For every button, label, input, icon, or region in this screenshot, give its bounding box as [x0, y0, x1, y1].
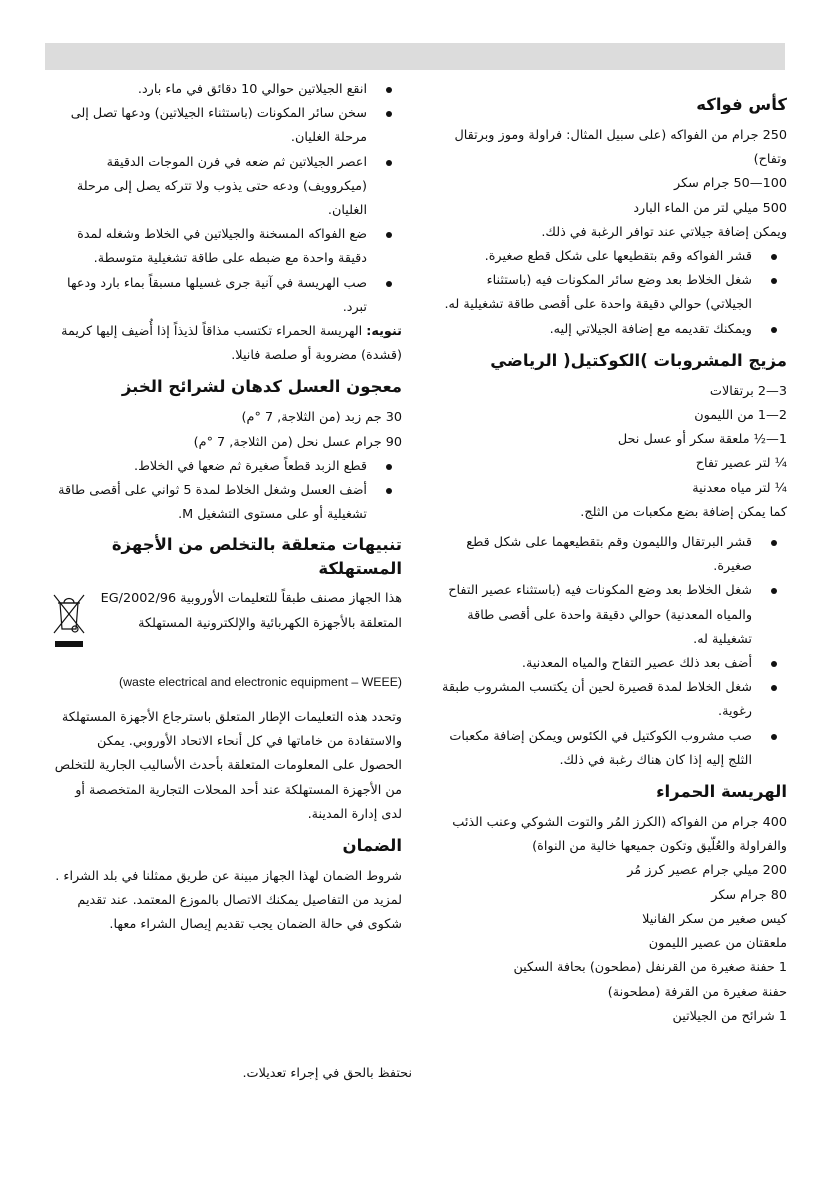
- red-pudding-section: [437, 779, 787, 1029]
- disposal-section: [52, 533, 402, 827]
- red-pudding-steps: [52, 78, 402, 320]
- step: قشر البرتقال والليمون وقم بتقطيعهما على شكل قطع صغيرة.: [437, 531, 787, 579]
- step: أضف بعد ذلك عصير التفاح والمياه المعدنية.: [437, 652, 787, 676]
- ingredient: 250 جرام من الفواكه (على سبيل المثال: فراولة وموز وبرتقال وتفاح): [454, 128, 787, 168]
- step: اعصر الجيلاتين ثم ضعه في فرن الموجات الدقيقة (ميكروويف) ودعه حتى يذوب ولا تتركه يصل إلى مرحلة الغليان.: [52, 151, 402, 224]
- disposal-body: وتحدد هذه التعليمات الإطار المتعلق باسترجاع الأجهزة المستهلكة والاستفادة من خاماتها في كل أنحاء الاتحاد الأوروبي. يمكن الحصول على المعلومات المتعلقة بأحدث الأساليب الجارية للتخلص من الأجهزة المستهلكة عند أحد المحلات التجارية المتخصصة أو لدى إدارة المدينة.: [54, 710, 402, 822]
- sports-cocktail-section: [437, 348, 787, 773]
- ingredient: 200 ميلي جرام عصير كرز مُر: [627, 863, 787, 879]
- ingredient: ¼ لتر عصير تفاح: [695, 456, 787, 472]
- honey-spread-title: معجون العسل كدهان لشرائح الخبز: [121, 377, 402, 397]
- step: شغل الخلاط لمدة قصيرة لحين أن يكتسب المشروب طبقة رغوية.: [437, 676, 787, 724]
- sports-cocktail-title: مزيج المشروبات )الكوكتيل( الرياضي: [490, 350, 787, 370]
- note-label: تنويه:: [366, 324, 402, 340]
- red-pudding-note: [52, 320, 402, 368]
- ingredient: 80 جرام سكر: [711, 887, 787, 903]
- footer: [52, 1066, 412, 1081]
- honey-spread-steps: [52, 455, 402, 528]
- step: ويمكنك تقديمه مع إضافة الجيلاتي إليه.: [437, 318, 787, 342]
- warranty-body: شروط الضمان لهذا الجهاز مبينة عن طريق ممثلنا في بلد الشراء . لمزيد من التفاصيل يمكنك الاتصال بالموزع المعتمد. عند تقديم شكوى في حالة الضمان يجب تقديم إيصال الشراء معها.: [55, 869, 402, 933]
- ingredient: كما يمكن إضافة بضع مكعبات من الثلج.: [580, 504, 787, 520]
- step: شغل الخلاط بعد وضع سائر المكونات فيه (باستثناء الجيلاتي) حوالي دقيقة واحدة على أقصى طاقة تشغيلية له.: [437, 269, 787, 317]
- step: سخن سائر المكونات (باستثناء الجيلاتين) ودعها تصل إلى مرحلة الغليان.: [52, 102, 402, 150]
- ingredient: 400 جرام من الفواكه (الكرز المُر والتوت الشوكي وعنب الذئب والفراولة والعُلّيق وتكون جميعها خالية من النواة): [452, 815, 787, 855]
- step: شغل الخلاط بعد وضع المكونات فيه (باستثناء عصير التفاح والمياه المعدنية) حوالي دقيقة واحدة على أقصى طاقة تشغيلية له.: [437, 579, 787, 652]
- step: صب الهريسة في آنية جرى غسيلها مسبقاً بماء بارد ودعها تبرد.: [52, 272, 402, 320]
- honey-spread-section: [52, 374, 402, 527]
- ingredient: 1 حفنة صغيرة من القرنفل (مطحون) بحافة السكين: [513, 960, 787, 976]
- note-text: الهريسة الحمراء تكتسب مذاقاً لذيذاً إذا أُضيف إليها كريمة (قشدة) مضروبة أو صلصة فانيلا.: [61, 324, 402, 364]
- ingredient: 90 جرام عسل نحل (من الثلاجة, 7 °م): [193, 434, 402, 450]
- ingredient: ملعقتان من عصير الليمون: [648, 936, 787, 952]
- sports-cocktail-steps: [437, 531, 787, 773]
- header-bar: [45, 43, 785, 70]
- right-column: [437, 92, 787, 1029]
- fruit-cup-steps: [437, 245, 787, 342]
- weee-notice: [52, 587, 402, 657]
- weee-text: هذا الجهاز مصنف طبقاً للتعليمات الأوروبية 2002/96/EG المتعلقة بالأجهزة الكهربائية والإلكترونية المستهلكة: [100, 591, 402, 631]
- crossed-out-wheelie-bin-icon: [52, 591, 86, 657]
- disposal-title: تنبيهات متعلقة بالتخلص من الأجهزة المستهلكة: [111, 535, 402, 579]
- step: قطع الزبد قطعاً صغيرة ثم ضعها في الخلاط.: [52, 455, 402, 479]
- ingredient: 30 جم زبد (من الثلاجة, 7 °م): [241, 410, 402, 426]
- ingredient: كيس صغير من سكر الفانيلا: [642, 911, 787, 927]
- warranty-section: [52, 833, 402, 938]
- left-column: [52, 78, 402, 938]
- warranty-title: الضمان: [342, 836, 402, 856]
- ingredient: 100—50 جرام سكر: [674, 176, 787, 192]
- ingredient: 3—2 برتقالات: [709, 383, 787, 399]
- step: ضع الفواكه المسخنة والجيلاتين في الخلاط وشغله لمدة دقيقة واحدة مع ضبطه على طاقة تشغيلية متوسطة.: [52, 223, 402, 271]
- step: قشر الفواكه وقم بتقطيعها على شكل قطع صغيرة.: [437, 245, 787, 269]
- ingredient: 500 ميلي لتر من الماء البارد: [633, 200, 787, 216]
- ingredient: 1—½ ملعقة سكر أو عسل نحل: [617, 432, 787, 448]
- step: انقع الجيلاتين حوالي 10 دقائق في ماء بارد.: [52, 78, 402, 102]
- red-pudding-title: الهريسة الحمراء: [656, 782, 787, 802]
- ingredient: حفنة صغيرة من القرفة (مطحونة): [607, 984, 787, 1000]
- ingredient: ¼ لتر مياه معدنية: [692, 480, 787, 496]
- ingredient: 2—1 من الليمون: [694, 408, 787, 424]
- step: صب مشروب الكوكتيل في الكئوس ويمكن إضافة مكعبات الثلج إليه إذا كان هناك رغبة في ذلك.: [437, 725, 787, 773]
- ingredient: 1 شرائح من الجيلاتين: [672, 1008, 787, 1024]
- fruit-cup-title: كأس فواكه: [696, 95, 787, 114]
- step: أضف العسل وشغل الخلاط لمدة 5 ثواني على أقصى طاقة تشغيلية أو على مستوى التشغيل M.: [52, 479, 402, 527]
- weee-english: (waste electrical and electronic equipment – WEEE): [119, 674, 402, 689]
- ingredient: ويمكن إضافة جيلاتي عند توافر الرغبة في ذلك.: [541, 224, 787, 240]
- footer-text: نحتفظ بالحق في إجراء تعديلات.: [242, 1066, 412, 1081]
- fruit-cup-section: [437, 92, 787, 342]
